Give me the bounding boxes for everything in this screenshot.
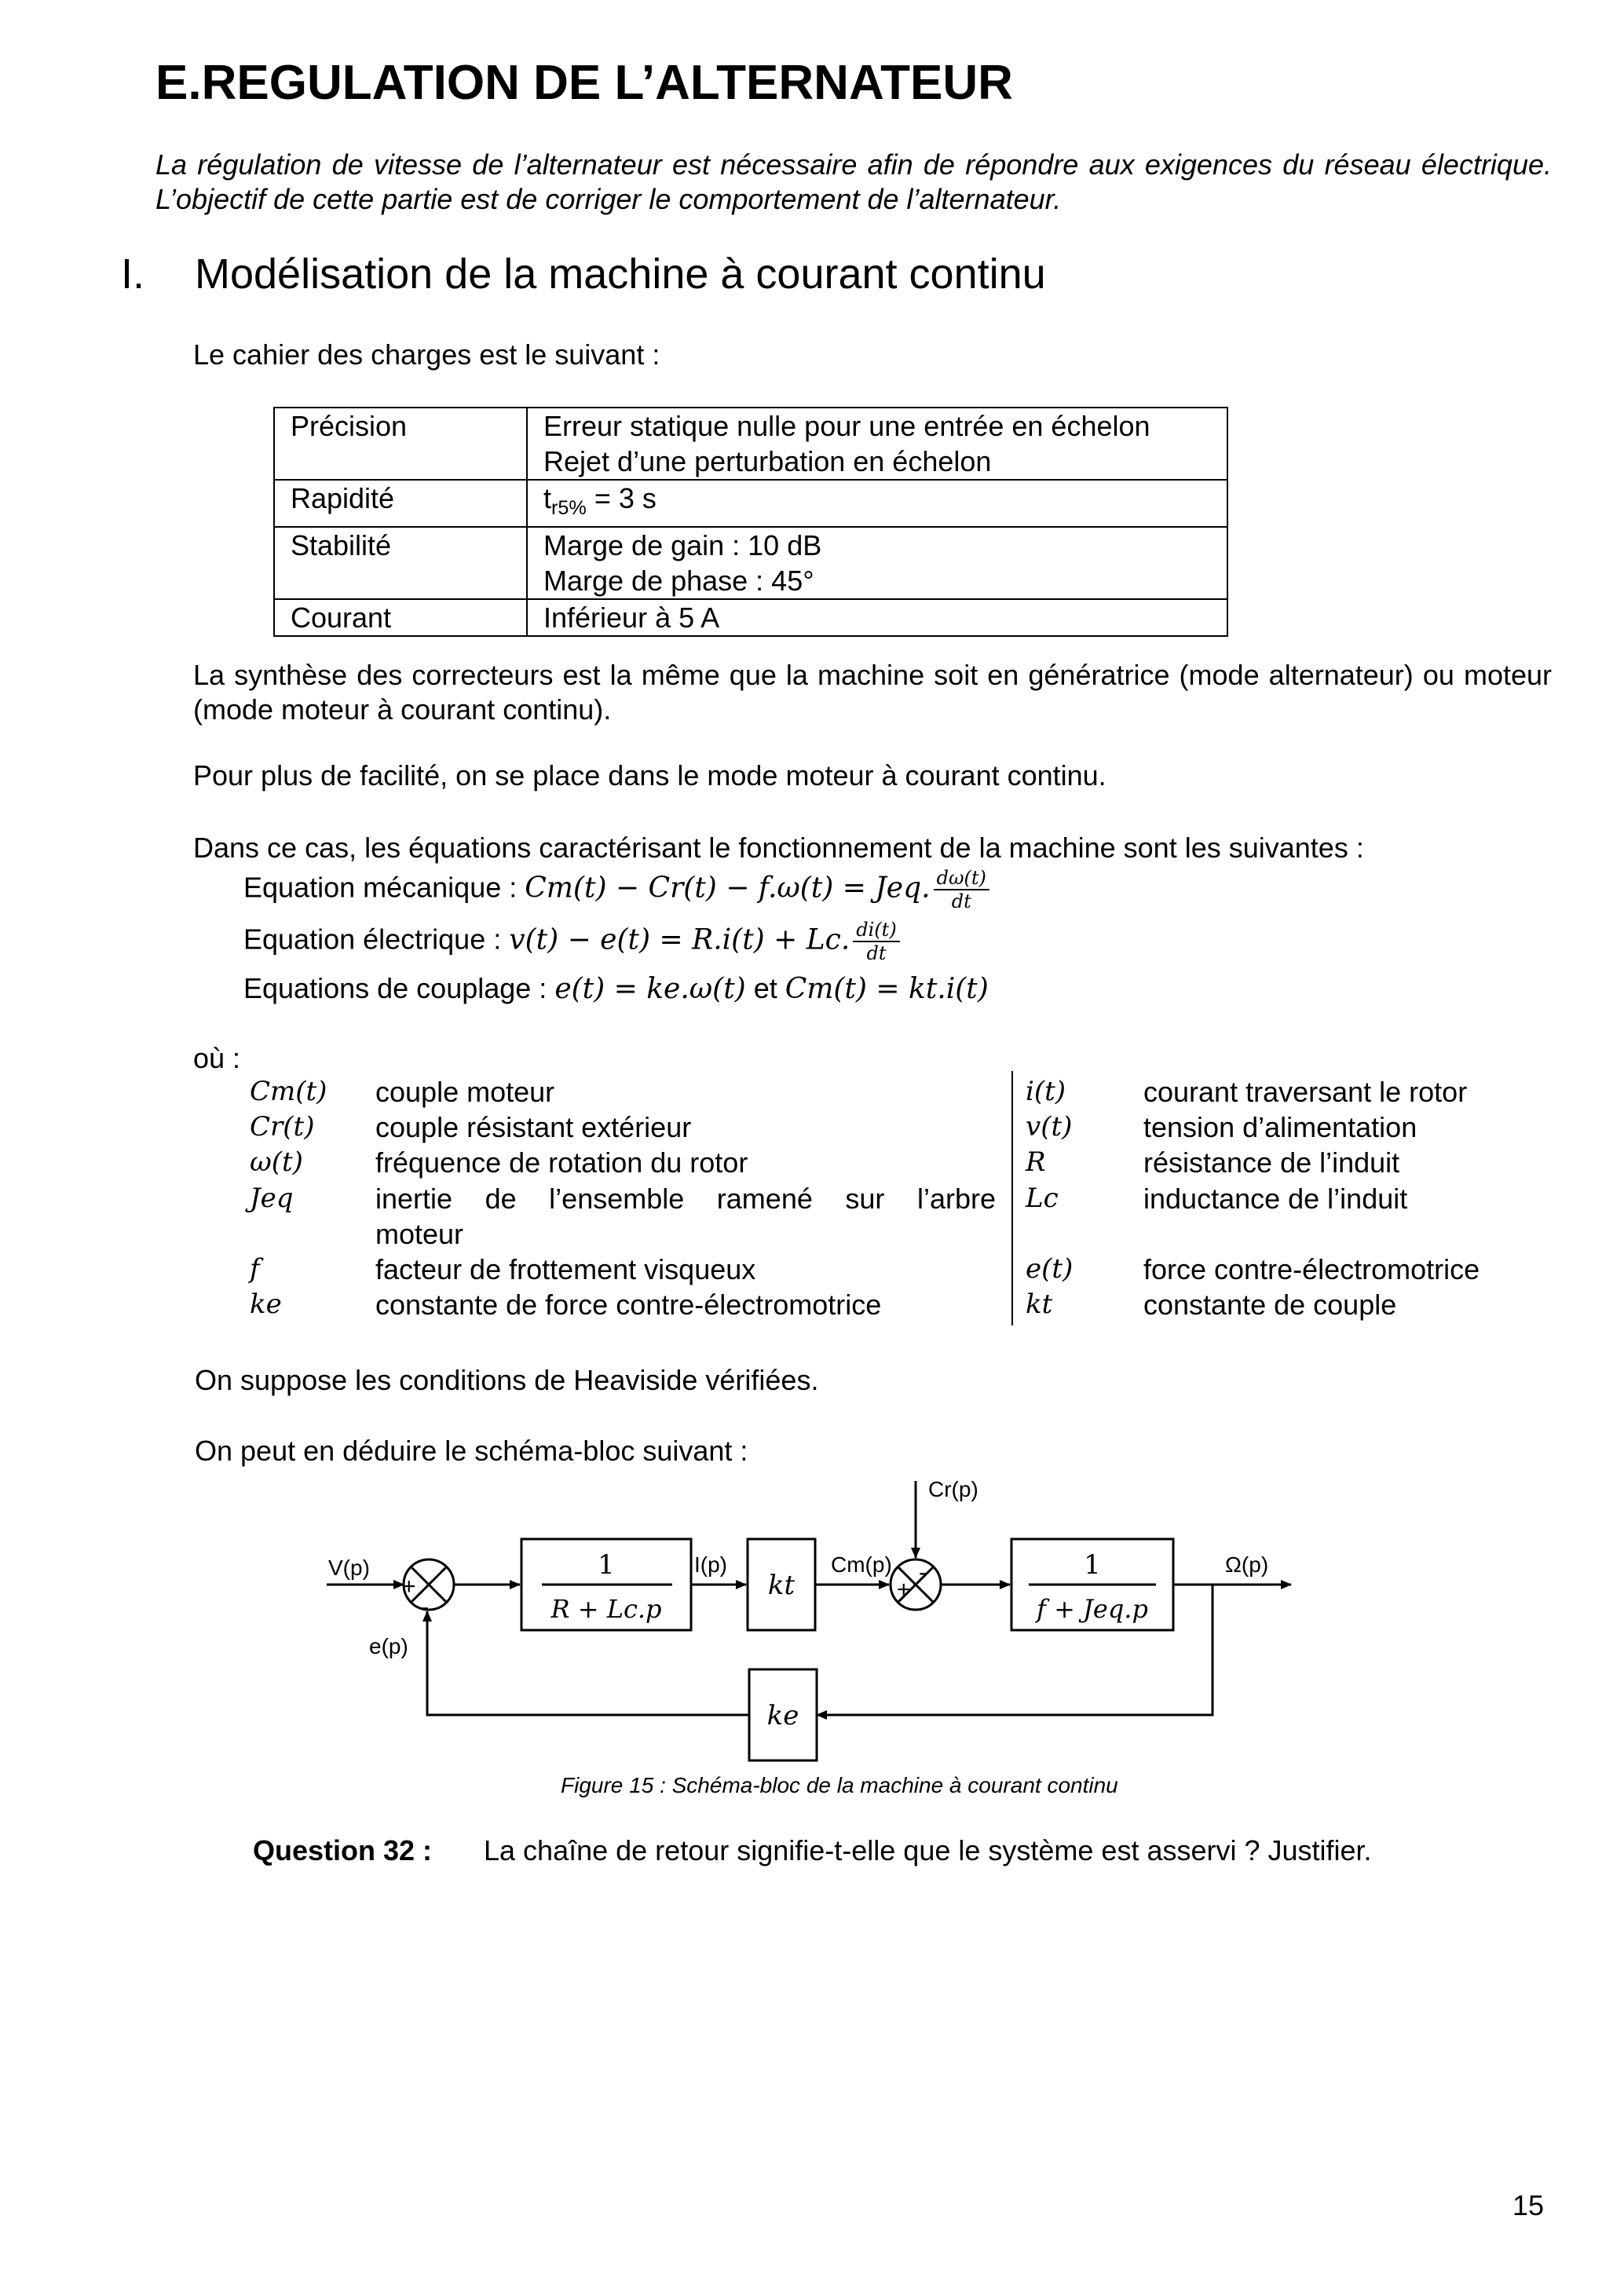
figure-caption: Figure 15 : Schéma-bloc de la machine à courant continu — [561, 1773, 1118, 1797]
paragraph-synthesis: La synthèse des correcteurs est la même que la machine soit en génératrice (mode alternateur) ou moteur (mode moteur à courant continu). — [193, 659, 1552, 726]
sign-plus: + — [402, 1574, 416, 1600]
sign-minus: - — [421, 1594, 429, 1620]
fraction-num: di(t) — [853, 919, 899, 942]
criterion-cell: Courant — [274, 599, 527, 636]
page-number: 15 — [1512, 2189, 1545, 2221]
spec-intro: Le cahier des charges est le suivant : — [193, 338, 660, 371]
paragraph-block-diagram: On peut en déduire le schéma-bloc suivant : — [195, 1435, 748, 1467]
equation-label: Equation mécanique : — [243, 871, 525, 904]
title-letter: E. — [155, 56, 202, 110]
variable-desc: couple résistant extérieur — [375, 1111, 692, 1143]
variable-symbol: R — [1026, 1146, 1046, 1178]
fraction-num: dω(t) — [934, 867, 989, 890]
variable-desc: courant traversant le rotor — [1143, 1076, 1468, 1108]
label-output: Ω(p) — [1225, 1552, 1269, 1577]
variable-desc: constante de couple — [1143, 1289, 1397, 1321]
equation-label: Equations de couplage : — [243, 972, 555, 1004]
label-feedback: e(p) — [369, 1634, 408, 1658]
criterion-cell: Stabilité — [274, 527, 527, 599]
block1-den: R + Lc.p — [550, 1594, 662, 1624]
equation-expr: v(t) − e(t) = R.i(t) + Lc. — [509, 923, 850, 956]
paragraph-mode: Pour plus de facilité, on se place dans le mode moteur à courant continu. — [193, 759, 1106, 792]
variable-symbol: Lc — [1026, 1183, 1059, 1214]
fraction-den: dt — [866, 942, 887, 964]
question — [253, 1834, 1372, 1867]
section-title: Modélisation de la machine à courant continu — [195, 250, 1046, 298]
requirement-line: Marge de gain : 10 dB — [543, 529, 822, 562]
equation-expr: Cm(t) − Cr(t) − f.ω(t) = Jeq. — [525, 872, 931, 905]
paragraph-equations: Dans ce cas, les équations caractérisant le fonctionnement de la machine sont les suivantes : — [193, 832, 1364, 864]
tr-symbol: t — [543, 482, 552, 514]
label-torque: Cm(p) — [831, 1552, 892, 1577]
variable-desc: résistance de l’induit — [1143, 1146, 1400, 1179]
question-text: La chaîne de retour signifie-t-elle que le système est asservi ? Justifier. — [484, 1834, 1372, 1866]
variable-desc: inductance de l’induit — [1143, 1183, 1408, 1215]
criterion-cell: Rapidité — [274, 480, 527, 527]
title-text: REGULATION DE L’ALTERNATEUR — [201, 56, 1013, 110]
paragraph-heaviside: On suppose les conditions de Heaviside vérifiées. — [195, 1364, 819, 1396]
variable-desc: couple moteur — [375, 1076, 555, 1108]
block-ke-label: ke — [766, 1700, 799, 1731]
variable-symbol: f — [250, 1253, 260, 1285]
equation-label: Equation électrique : — [243, 923, 510, 956]
intro-paragraph: La régulation de vitesse de l’alternateur est nécessaire afin de répondre aux exigences du réseau électrique. L’objectif de cette partie est de corriger le comportement de l’alternateur. — [155, 148, 1552, 215]
tr-subscript: r5% — [551, 497, 587, 520]
block2-num: 1 — [1084, 1549, 1101, 1581]
variable-desc: inertie de l’ensemble ramené sur l’arbre — [375, 1183, 996, 1215]
variable-symbol: e(t) — [1026, 1253, 1074, 1285]
requirement-line: Marge de phase : 45° — [543, 565, 814, 598]
equation-expr: Cm(t) = kt.i(t) — [785, 973, 989, 1005]
criterion-cell: Précision — [274, 408, 527, 480]
variable-desc: fréquence de rotation du rotor — [375, 1146, 748, 1179]
variable-symbol: kt — [1026, 1289, 1053, 1320]
equation-expr: e(t) = ke.ω(t) — [554, 973, 746, 1005]
block2-den: f + Jeq.p — [1037, 1594, 1148, 1624]
variable-symbol: Cm(t) — [250, 1076, 327, 1107]
variable-symbol: v(t) — [1026, 1111, 1073, 1143]
variable-symbol: ke — [250, 1289, 282, 1320]
variable-symbol: ω(t) — [250, 1146, 303, 1178]
label-disturbance: Cr(p) — [928, 1477, 978, 1501]
requirement-line: Erreur statique nulle pour une entrée en échelon — [543, 410, 1150, 442]
block-kt-label: kt — [767, 1570, 796, 1601]
variable-symbol: Cr(t) — [250, 1111, 315, 1143]
variable-desc: force contre-électromotrice — [1143, 1253, 1480, 1285]
label-input: V(p) — [328, 1556, 370, 1580]
variable-desc: constante de force contre-électromotrice — [375, 1289, 882, 1321]
block1-num: 1 — [598, 1549, 615, 1581]
variable-desc: tension d’alimentation — [1143, 1111, 1417, 1143]
section-number: I. — [121, 250, 145, 298]
variable-desc-cont: moteur — [375, 1218, 464, 1250]
label-current: I(p) — [694, 1552, 727, 1577]
sign-plus: + — [897, 1577, 911, 1603]
sign-minus: - — [919, 1559, 927, 1585]
where-label: où : — [193, 1042, 241, 1074]
tr-value: = 3 s — [586, 482, 657, 514]
requirement-line: Rejet d’une perturbation en échelon — [543, 445, 992, 477]
variable-symbol: i(t) — [1026, 1076, 1066, 1107]
fraction-den: dt — [951, 890, 971, 912]
variable-desc: facteur de frottement visqueux — [375, 1253, 756, 1285]
requirement-cell: Inférieur à 5 A — [527, 599, 1227, 636]
equation-and: et — [745, 972, 785, 1004]
variable-symbol: Jeq — [250, 1183, 294, 1214]
question-label: Question 32 : — [253, 1834, 433, 1866]
